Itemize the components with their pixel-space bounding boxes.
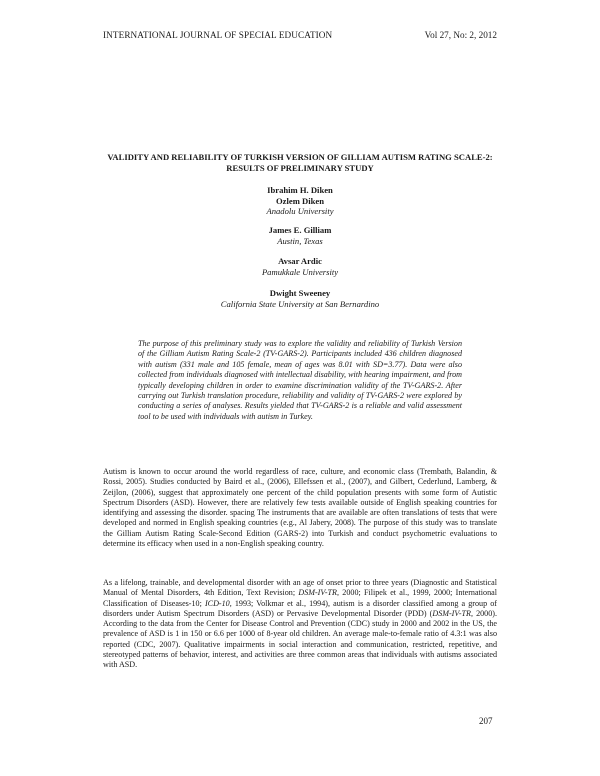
citation-dsm: DSM-IV-TR bbox=[298, 588, 338, 598]
body-paragraph-2 bbox=[103, 578, 497, 671]
abstract: The purpose of this preliminary study was to explore the validity and reliability of Turkish Version of the Gilliam Autism Rating Scale-2 (TV-GARS-2). Participants included 436 children diagnosed with autism (331 male and 105 female, mean of ages was 8.01 with SD=3.77). Data were also collected from individuals diagnosed with intellectual disability, with hearing impairment, and from typically developing children in order to examine discrimination validity of the TV-GARS-2. After carrying out Turkish translation procedure, reliability and validity of TV-GARS-2 were explored by conducting a series of analyses. Results yielded that TV-GARS-2 is a reliable and valid assessment tool to be used with individuals with autism in Turkey. bbox=[138, 339, 462, 421]
article-title: VALIDITY AND RELIABILITY OF TURKISH VERSION OF GILLIAM AUTISM RATING SCALE-2: RESULTS OF PRELIMINARY STUDY bbox=[107, 152, 493, 173]
body-paragraph-1: Autism is known to occur around the world regardless of race, culture, and economic class (Trembath, Balandin, & Rossi, 2005). Studies conducted by Baird et al., (2006), Ellefssen et al., (2007), and Gilbert, Cederlund, Lamberg, & Zeijlon, (2006), suggest that approximately one percent of the child population presents with some form of Autistic Spectrum Disorders (ASD). However, there are relatively few tests available outside of English speaking countries for identifying and assessing the disorder. spacing The instruments that are available are often translations of tests that were developed and normed in English speaking countries (e.g., Al Jabery, 2008). The purpose of this study was to translate the Gilliam Autism Rating Scale-Second Edition (GARS-2) into Turkish and conduct psychometric evaluations to determine its efficacy when used in a non-English speaking country. bbox=[103, 467, 497, 549]
citation-dsm: DSM-IV-TR bbox=[432, 608, 472, 618]
author-group-csusb bbox=[100, 288, 500, 309]
journal-name: INTERNATIONAL JOURNAL OF SPECIAL EDUCATION bbox=[103, 30, 333, 40]
paragraph-text: , 2000; Filipek et al., 1999, 2000; International Classification of Diseases-10; bbox=[103, 588, 497, 608]
author-name: Ibrahim H. Diken bbox=[267, 185, 333, 195]
author-name: Dwight Sweeney bbox=[269, 288, 331, 298]
paragraph-text: , 1993; Volkmar et al., 1994), autism is a disorder classified among a group of disorders under Autism Spectrum Disorders (ASD) or Pervasive Developmental Disorder (PDD) ( bbox=[103, 598, 497, 618]
paragraph-text: As a lifelong, trainable, and developmental disorder with an age of onset prior to three years (Diagnostic and Statistical Manual of Mental Disorders, 4th Edition, Text Revision; bbox=[103, 578, 497, 598]
author-name: Ozlem Diken bbox=[276, 195, 324, 206]
paragraph-text: , 2000). According to the data from the Center for Disease Control and Prevention (CDC) study in 2000 and 2002 in the US, the prevalence of ASD is 1 in 150 or 6.6 per 1000 of 8-year old children. An average male-to-female ratio of 4.3:1 was also reported (CDC, 2007). Qualitative impairments in social interaction and communication, restricted, repetitive, and stereotyped patterns of behavior, interest, and activities are three common areas that individuals with autisms associated with ASD. bbox=[103, 608, 497, 670]
author-group-pamukkale bbox=[100, 256, 500, 277]
author-group-austin bbox=[100, 225, 500, 246]
author-name: Avsar Ardic bbox=[278, 256, 322, 266]
page-number: 207 bbox=[479, 716, 493, 726]
citation-icd: ICD-10 bbox=[204, 598, 230, 608]
author-affiliation: Anadolu University bbox=[266, 206, 334, 216]
author-group-anadolu bbox=[100, 185, 500, 217]
author-affiliation: California State University at San Bernardino bbox=[220, 298, 380, 309]
author-name: James E. Gilliam bbox=[268, 225, 332, 235]
author-affiliation: Pamukkale University bbox=[261, 266, 339, 277]
volume-info: Vol 27, No: 2, 2012 bbox=[424, 30, 497, 40]
author-affiliation: Austin, Texas bbox=[277, 235, 323, 246]
